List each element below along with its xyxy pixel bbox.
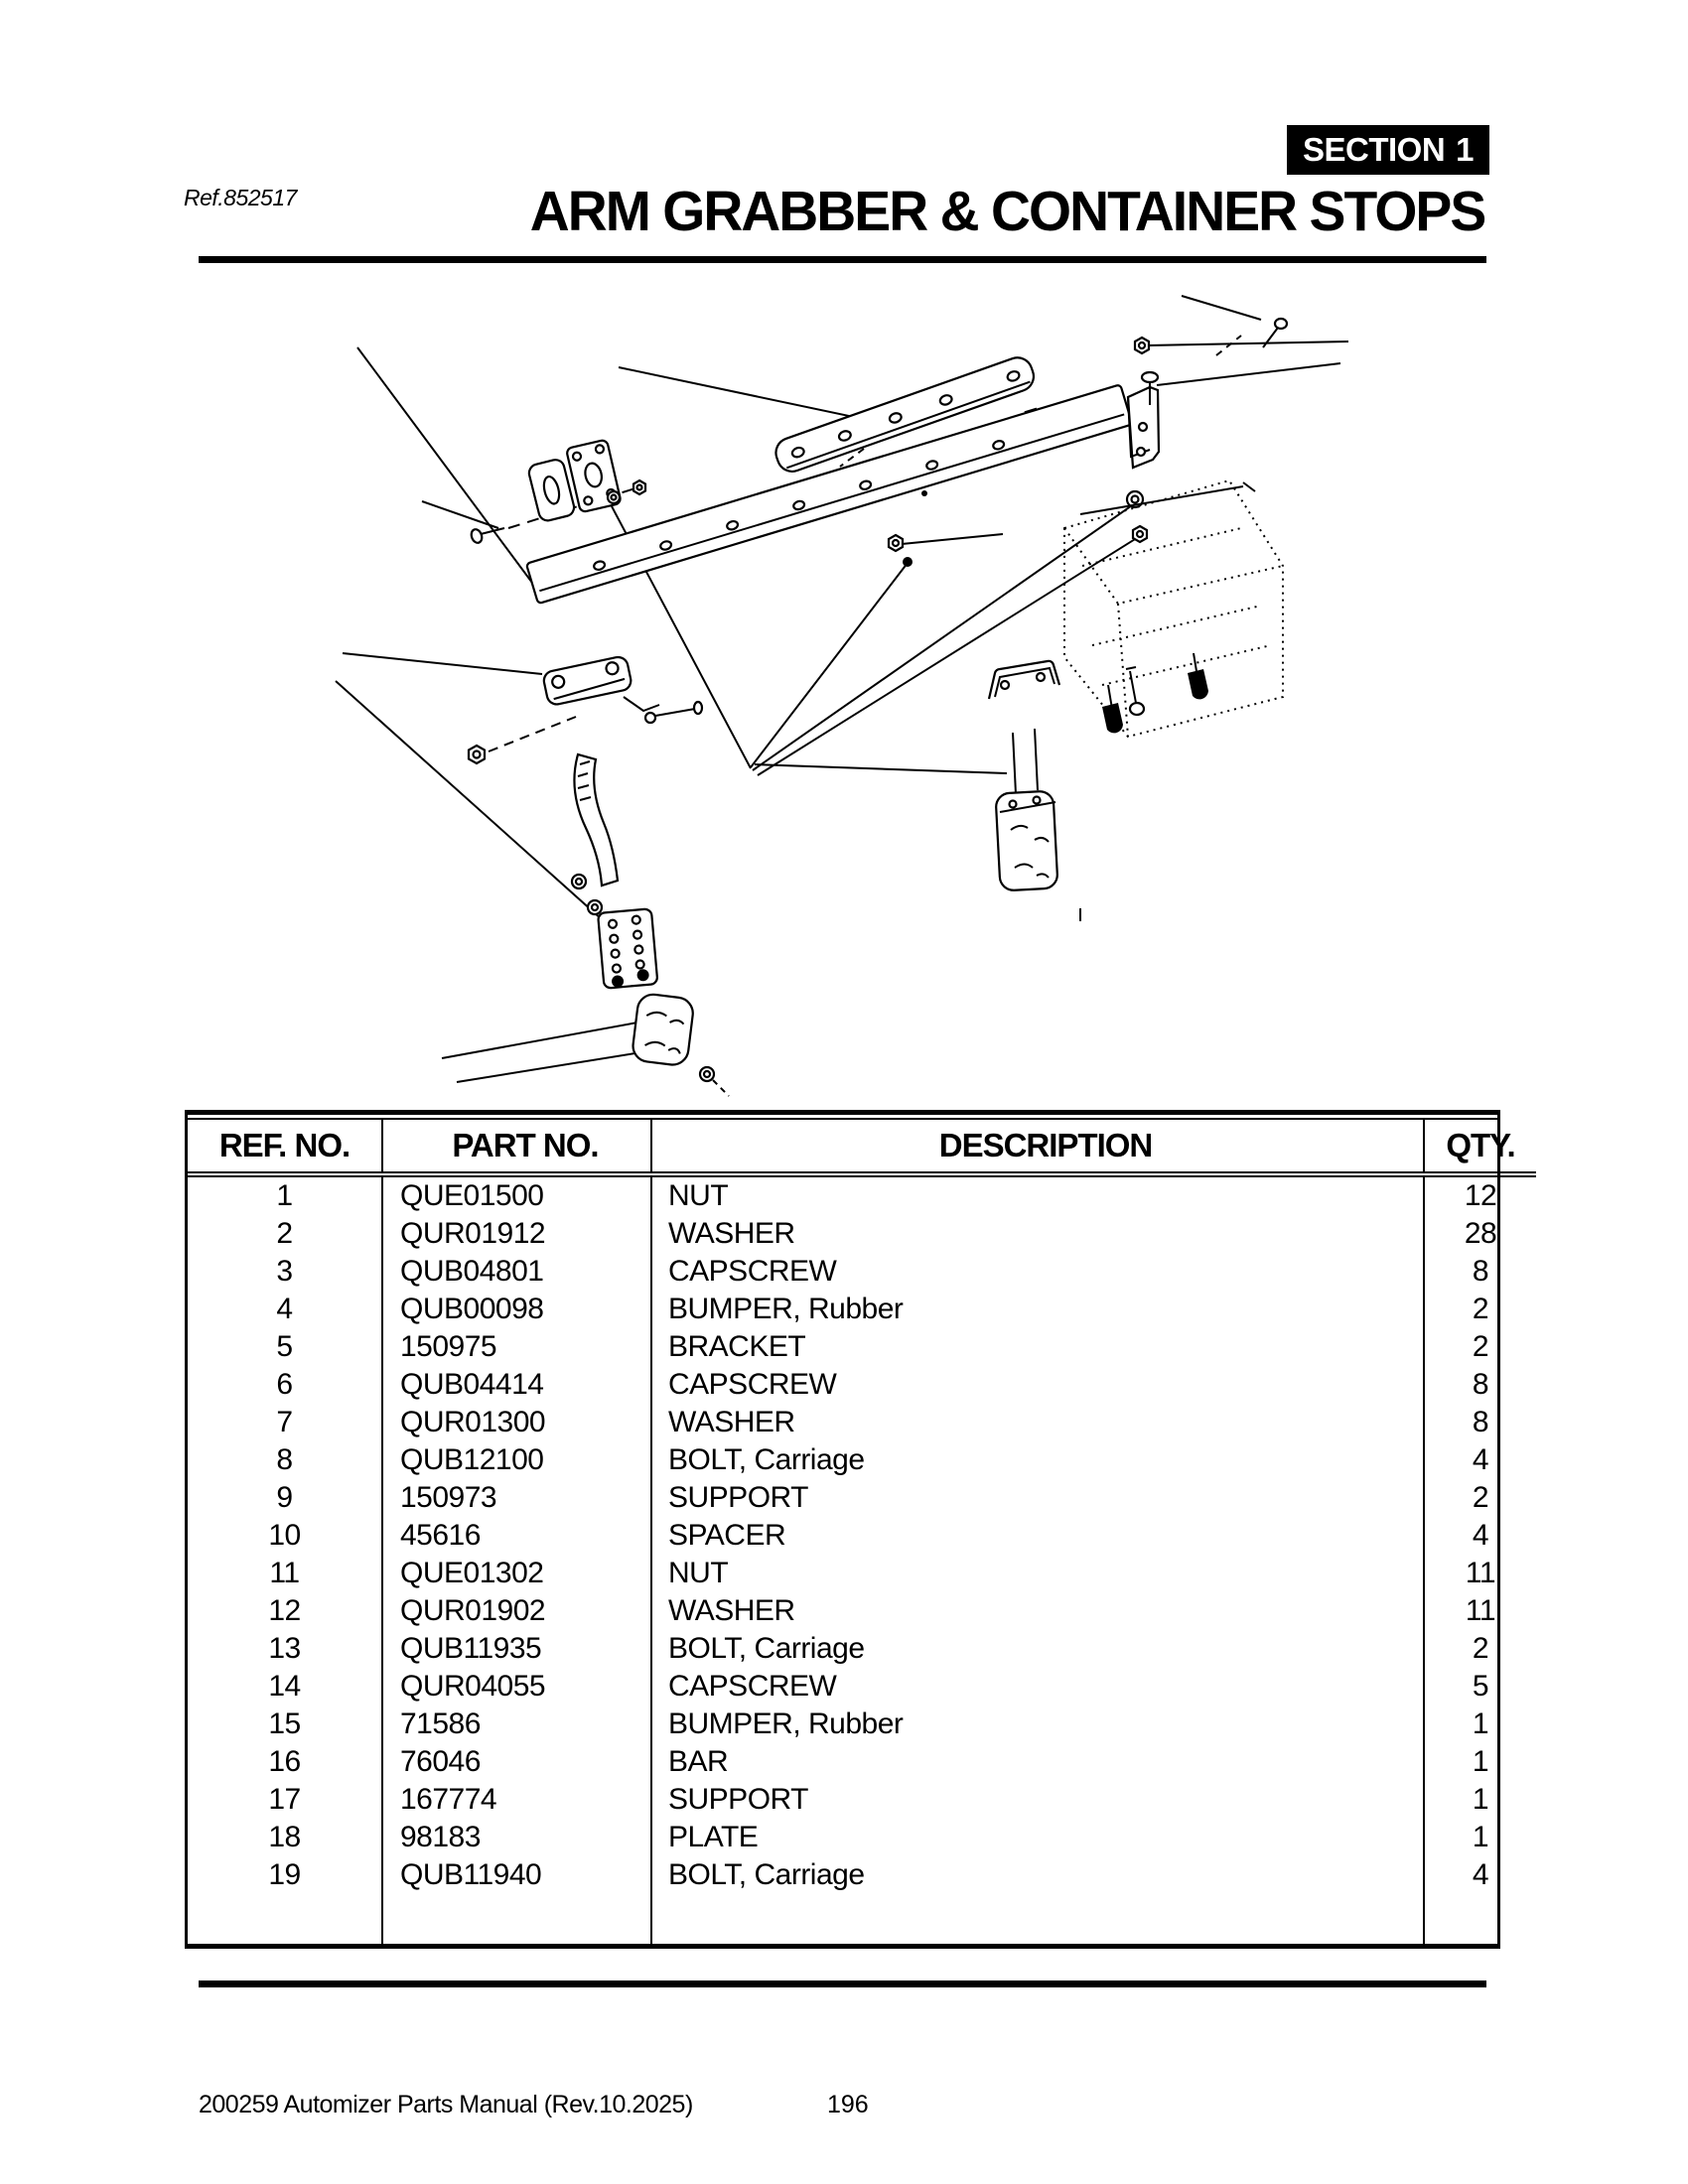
cell-qty: 8	[1424, 1253, 1536, 1291]
table-row	[188, 1441, 1536, 1479]
cell-desc: BUMPER, Rubber	[651, 1706, 1424, 1743]
cell-qty: 1	[1424, 1706, 1536, 1743]
rubber-bumper-arm	[632, 993, 695, 1066]
cell-desc: WASHER	[651, 1215, 1424, 1253]
cell-qty: 5	[1424, 1668, 1536, 1706]
washer-left	[608, 491, 620, 503]
cell-qty: 1	[1424, 1743, 1536, 1781]
filler-cell	[188, 1894, 382, 1948]
cell-desc: BUMPER, Rubber	[651, 1291, 1424, 1328]
container-stop-support	[995, 729, 1080, 921]
rubber-bumper-pad	[527, 458, 576, 522]
rail-end-bracket	[1128, 387, 1159, 468]
cell-part: QUB04414	[382, 1366, 651, 1404]
cell-ref: 8	[276, 1443, 293, 1476]
section-badge	[1287, 125, 1489, 175]
cell-part: 71586	[382, 1706, 651, 1743]
page-title: ARM GRABBER & CONTAINER STOPS	[529, 180, 1484, 243]
washer-arm-2	[588, 900, 602, 914]
cell-part: QUB04801	[382, 1253, 651, 1291]
bolt-dot-small	[921, 490, 927, 496]
cell-desc: CAPSCREW	[651, 1668, 1424, 1706]
grabber-bar-installed	[1080, 486, 1243, 514]
cell-qty: 12	[1424, 1174, 1536, 1215]
nut-left	[633, 480, 645, 494]
section-badge-label: SECTION	[1303, 131, 1446, 168]
cell-qty: 8	[1424, 1366, 1536, 1404]
cell-part: QUB00098	[382, 1291, 651, 1328]
cell-ref: 10	[268, 1519, 301, 1552]
cell-desc: WASHER	[651, 1592, 1424, 1630]
bolt-below-bumper	[700, 1067, 729, 1096]
cell-qty: 2	[1424, 1630, 1536, 1668]
cell-qty: 1	[1424, 1781, 1536, 1819]
section-badge-number: 1	[1456, 131, 1474, 168]
cell-qty: 8	[1424, 1404, 1536, 1441]
header-qty: QTY.	[1424, 1120, 1536, 1174]
bolt-dot	[903, 557, 913, 567]
cell-ref: 13	[268, 1632, 301, 1665]
cell-qty: 2	[1424, 1291, 1536, 1328]
arm-top-linkage	[542, 655, 633, 706]
cell-ref: 1	[276, 1179, 293, 1212]
cell-desc: WASHER	[651, 1404, 1424, 1441]
table-row	[188, 1819, 1536, 1856]
table-row	[188, 1706, 1536, 1743]
table-row	[188, 1555, 1536, 1592]
parts-table	[185, 1110, 1515, 1949]
cell-qty: 4	[1424, 1517, 1536, 1555]
container-wireframe	[1064, 480, 1283, 737]
footer-page-number: 196	[827, 2091, 869, 2118]
cell-part: QUR01300	[382, 1404, 651, 1441]
cell-part: QUB12100	[382, 1441, 651, 1479]
cell-part: 45616	[382, 1517, 651, 1555]
cell-desc: CAPSCREW	[651, 1366, 1424, 1404]
cell-qty: 28	[1424, 1215, 1536, 1253]
table-row	[188, 1781, 1536, 1819]
cell-qty: 4	[1424, 1856, 1536, 1894]
cell-desc: BRACKET	[651, 1328, 1424, 1366]
cell-ref: 15	[268, 1707, 301, 1740]
cell-part: 167774	[382, 1781, 651, 1819]
table-filler-row	[188, 1894, 1536, 1948]
table-row	[188, 1291, 1536, 1328]
cell-qty: 11	[1424, 1592, 1536, 1630]
exploded-parts-diagram	[248, 268, 1440, 1112]
cell-ref: 19	[268, 1858, 301, 1891]
arm-centerline	[489, 717, 576, 751]
cell-ref: 2	[276, 1217, 293, 1250]
exploded-parts-diagram-svg	[248, 268, 1440, 1112]
cell-desc: PLATE	[651, 1819, 1424, 1856]
cell-desc: BOLT, Carriage	[651, 1630, 1424, 1668]
filler-cell	[1424, 1894, 1536, 1948]
cell-part: QUE01500	[382, 1174, 651, 1215]
cell-part: 150973	[382, 1479, 651, 1517]
cell-ref: 5	[276, 1330, 293, 1363]
table-row	[188, 1517, 1536, 1555]
table-row	[188, 1253, 1536, 1291]
cell-part: QUE01302	[382, 1555, 651, 1592]
table-row	[188, 1174, 1536, 1215]
table-row	[188, 1215, 1536, 1253]
cell-desc: BOLT, Carriage	[651, 1856, 1424, 1894]
cell-desc: BAR	[651, 1743, 1424, 1781]
cell-part: QUB11940	[382, 1856, 651, 1894]
cell-ref: 4	[276, 1293, 293, 1325]
cell-part: 98183	[382, 1819, 651, 1856]
cell-ref: 14	[268, 1670, 301, 1703]
cell-desc: SPACER	[651, 1517, 1424, 1555]
washer-arm-1	[572, 875, 586, 888]
table-header-row	[188, 1120, 1536, 1174]
carriage-bolt-container	[1126, 667, 1144, 715]
stop-bracket	[989, 661, 1059, 699]
cell-qty: 2	[1424, 1328, 1536, 1366]
cell-ref: 12	[268, 1594, 301, 1627]
cell-desc: CAPSCREW	[651, 1253, 1424, 1291]
clevis-pin	[645, 702, 702, 723]
cell-qty: 1	[1424, 1819, 1536, 1856]
cell-qty: 2	[1424, 1479, 1536, 1517]
table-row	[188, 1366, 1536, 1404]
table-row	[188, 1856, 1536, 1894]
cell-ref: 18	[268, 1821, 301, 1853]
cell-desc: SUPPORT	[651, 1479, 1424, 1517]
cell-ref: 9	[276, 1481, 293, 1514]
grabber-arm	[574, 754, 618, 886]
cell-ref: 7	[276, 1406, 293, 1438]
cell-part: QUR04055	[382, 1668, 651, 1706]
header-description: DESCRIPTION	[651, 1120, 1424, 1174]
reference-number: Ref.852517	[184, 185, 297, 210]
cell-ref: 3	[276, 1255, 293, 1288]
nut-right	[1133, 526, 1147, 542]
table-row	[188, 1630, 1536, 1668]
cell-qty: 4	[1424, 1441, 1536, 1479]
table-row	[188, 1479, 1536, 1517]
header-ref-no: REF. NO.	[188, 1120, 382, 1174]
nut-top-right	[1135, 338, 1149, 353]
table-row	[188, 1592, 1536, 1630]
cell-ref: 11	[269, 1557, 300, 1589]
cell-part: 150975	[382, 1328, 651, 1366]
capscrew-left	[470, 528, 504, 545]
cell-desc: BOLT, Carriage	[651, 1441, 1424, 1479]
parts-table-body	[188, 1174, 1536, 1948]
container-stop-foot-left	[1102, 685, 1123, 733]
footer-rule	[199, 1980, 1486, 1987]
cell-ref: 17	[268, 1783, 301, 1816]
table-row	[188, 1404, 1536, 1441]
cell-part: QUR01912	[382, 1215, 651, 1253]
cell-part: QUB11935	[382, 1630, 651, 1668]
filler-cell	[382, 1894, 651, 1948]
linkage-tab	[624, 697, 659, 711]
cell-desc: SUPPORT	[651, 1781, 1424, 1819]
cell-ref: 6	[276, 1368, 293, 1401]
table-row	[188, 1668, 1536, 1706]
cell-desc: NUT	[651, 1555, 1424, 1592]
header-rule	[199, 256, 1486, 263]
cell-desc: NUT	[651, 1174, 1424, 1215]
mounting-plate	[598, 908, 657, 988]
cell-part: QUR01902	[382, 1592, 651, 1630]
table-row	[188, 1328, 1536, 1366]
table-row	[188, 1743, 1536, 1781]
header-part-no: PART NO.	[382, 1120, 651, 1174]
cell-ref: 16	[268, 1745, 301, 1778]
nut-arm-left	[469, 746, 485, 763]
footer-manual-title: 200259 Automizer Parts Manual (Rev.10.2025)	[199, 2091, 693, 2118]
cell-qty: 11	[1424, 1555, 1536, 1592]
nut-mid-rail	[889, 535, 903, 551]
cell-part: 76046	[382, 1743, 651, 1781]
filler-cell	[651, 1894, 1424, 1948]
